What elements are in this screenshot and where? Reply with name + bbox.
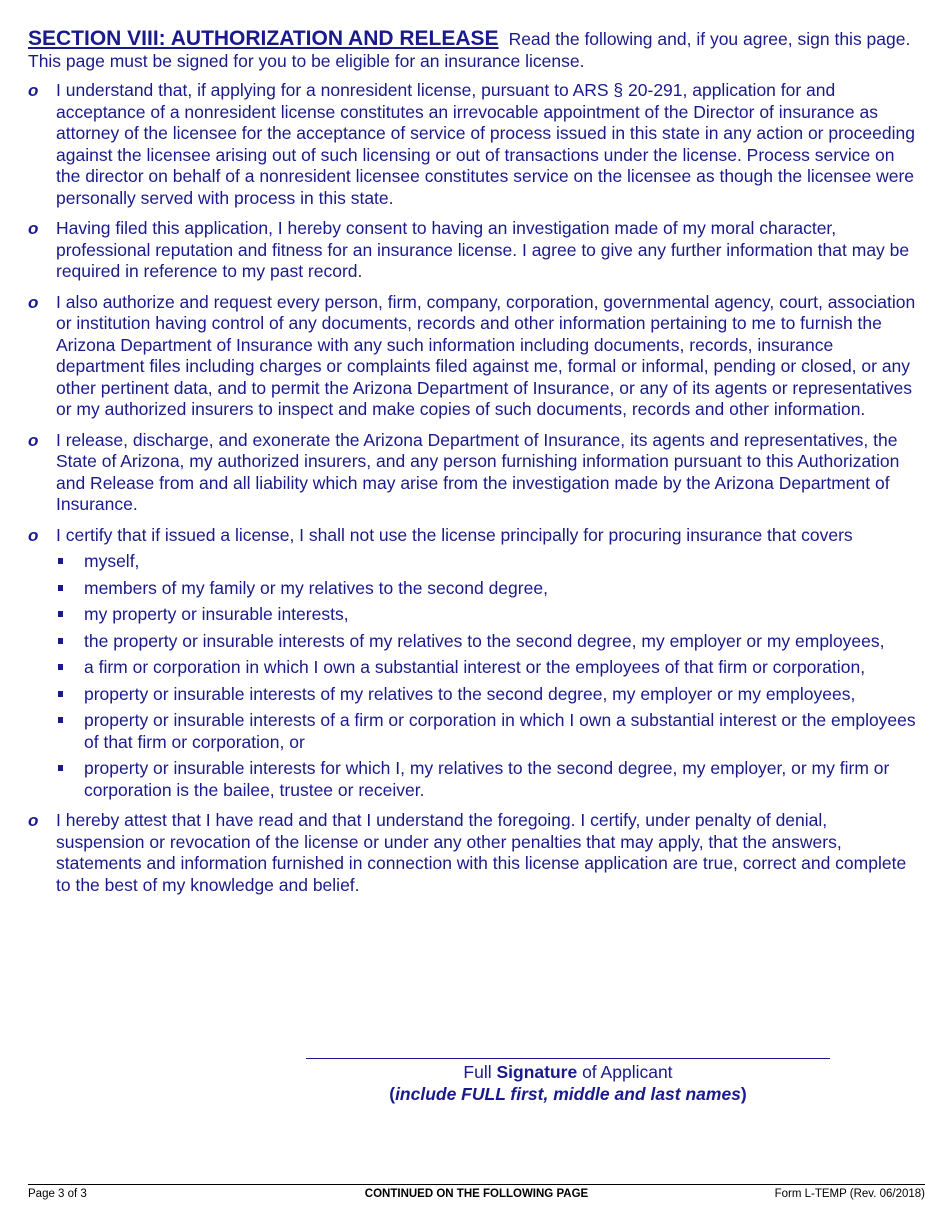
sub-item-text: the property or insurable interests of my relatives to the second degree, my employer or my employees, (84, 630, 885, 651)
section-title: SECTION VIII: AUTHORIZATION AND RELEASE (28, 27, 499, 50)
attest-text: I hereby attest that I have read and that I understand the foregoing. I certify, under penalty of denial, suspension or revocation of the license or under any other penalties that may apply, that the answers, statements and information furnished in connection with this license application are true, correct and complete to the best of my knowledge and belief. (56, 810, 907, 895)
section-intro: Read the following and, if you agree, sign this page. This page must be signed for you to be eligible for an insurance license. (28, 29, 911, 71)
item-text: I certify that if issued a license, I shall not use the license principally for procuring insurance that covers (56, 524, 853, 545)
square-bullet-icon (58, 691, 63, 697)
list-item (28, 525, 918, 802)
list-item (28, 810, 918, 896)
signature-label-bold: Signature (496, 1062, 578, 1082)
sub-list-item (56, 710, 918, 753)
authorization-page (28, 28, 918, 905)
sub-list-item (56, 578, 918, 600)
square-bullet-icon (58, 611, 63, 617)
bullet-o-icon: o (28, 525, 39, 545)
item-text: I release, discharge, and exonerate the Arizona Department of Insurance, its agents and representatives, the State of Arizona, my authorized insurers, and any person furnishing information pursuant to this Authorization and Release from and all liability which may arise from the investigation made by the Arizona Department of Insurance. (56, 429, 900, 514)
bullet-o-icon: o (28, 292, 39, 312)
signature-label-prefix: Full (463, 1062, 497, 1082)
authorization-list (28, 80, 918, 896)
bullet-o-icon: o (28, 219, 39, 238)
square-bullet-icon (58, 638, 63, 644)
signature-block (306, 1040, 830, 1105)
signature-note-text: include FULL first, middle and last names (395, 1084, 741, 1104)
sub-item-text: members of my family or my relatives to the second degree, (84, 577, 548, 598)
square-bullet-icon (58, 585, 63, 591)
item-text: I understand that, if applying for a nonresident license, pursuant to ARS § 20-291, application for and acceptance of a nonresident license constitutes an irrevocable appointment of the Director of insurance as attorney of the licensee for the acceptance of service of process issued in this state in any action or proceeding against the licensee arising out of such licensing or out of transactions under the license. Process service on the director on behalf of a nonresident licensee constitutes service on the licensee as though the licensee were personally served with process in this state. (56, 80, 915, 208)
sub-item-text: property or insurable interests for which I, my relatives to the second degree, my employer, or my firm or corporation is the bailee, trustee or receiver. (84, 758, 890, 800)
sub-list-item (56, 758, 918, 801)
bullet-o-icon: o (28, 81, 39, 100)
list-item (28, 80, 918, 209)
signature-note (306, 1083, 830, 1105)
list-item (28, 292, 918, 421)
square-bullet-icon (58, 717, 63, 723)
form-id: Form L-TEMP (Rev. 06/2018) (774, 1188, 925, 1200)
page-number: Page 3 of 3 (28, 1188, 87, 1200)
bullet-o-icon: o (28, 811, 39, 830)
sub-item-text: property or insurable interests of a firm or corporation in which I own a substantial interest or the employees of that firm or corporation, or (84, 710, 916, 752)
sub-list-item (56, 551, 918, 573)
bullet-o-icon: o (28, 430, 39, 450)
signature-label (306, 1061, 830, 1083)
sub-item-text: myself, (84, 551, 140, 571)
signature-label-suffix: of Applicant (577, 1062, 673, 1082)
item-text: I also authorize and request every person, firm, company, corporation, governmental agency, court, association or institution having control of any documents, records and other information pertaining to me to furnish the Arizona Department of Insurance with any such information including documents, records, insurance department files including charges or complaints filed against me, formal or informal, pending or closed, or any other pertinent data, and to permit the Arizona Department of Insurance, or any of its agents or representatives or my authorized insurers to inspect and make copies of such documents, records and other information. (56, 291, 916, 419)
sub-item-text: a firm or corporation in which I own a substantial interest or the employees of that firm or corporation, (84, 657, 866, 677)
sub-list-item (56, 657, 918, 679)
sub-item-text: property or insurable interests of my relatives to the second degree, my employer or my employees, (84, 683, 856, 704)
sub-item-text: my property or insurable interests, (84, 604, 349, 624)
signature-line[interactable] (306, 1040, 830, 1059)
item-text: Having filed this application, I hereby consent to having an investigation made of my moral character, professional reputation and fitness for an insurance license. I agree to give any further information that may be required in reference to my past record. (56, 218, 910, 281)
sub-list-item (56, 631, 918, 653)
list-item (28, 430, 918, 516)
signature-note-open: ( (389, 1084, 396, 1104)
sub-list-item (56, 684, 918, 706)
square-bullet-icon (58, 664, 63, 670)
page-footer (28, 1184, 925, 1207)
sub-list-item (56, 604, 918, 626)
coverage-sublist (56, 551, 918, 801)
list-item (28, 218, 918, 283)
square-bullet-icon (58, 558, 63, 564)
square-bullet-icon (58, 765, 63, 771)
signature-note-close: ) (740, 1084, 747, 1104)
continued-notice: CONTINUED ON THE FOLLOWING PAGE (364, 1188, 589, 1200)
section-header (28, 28, 918, 72)
